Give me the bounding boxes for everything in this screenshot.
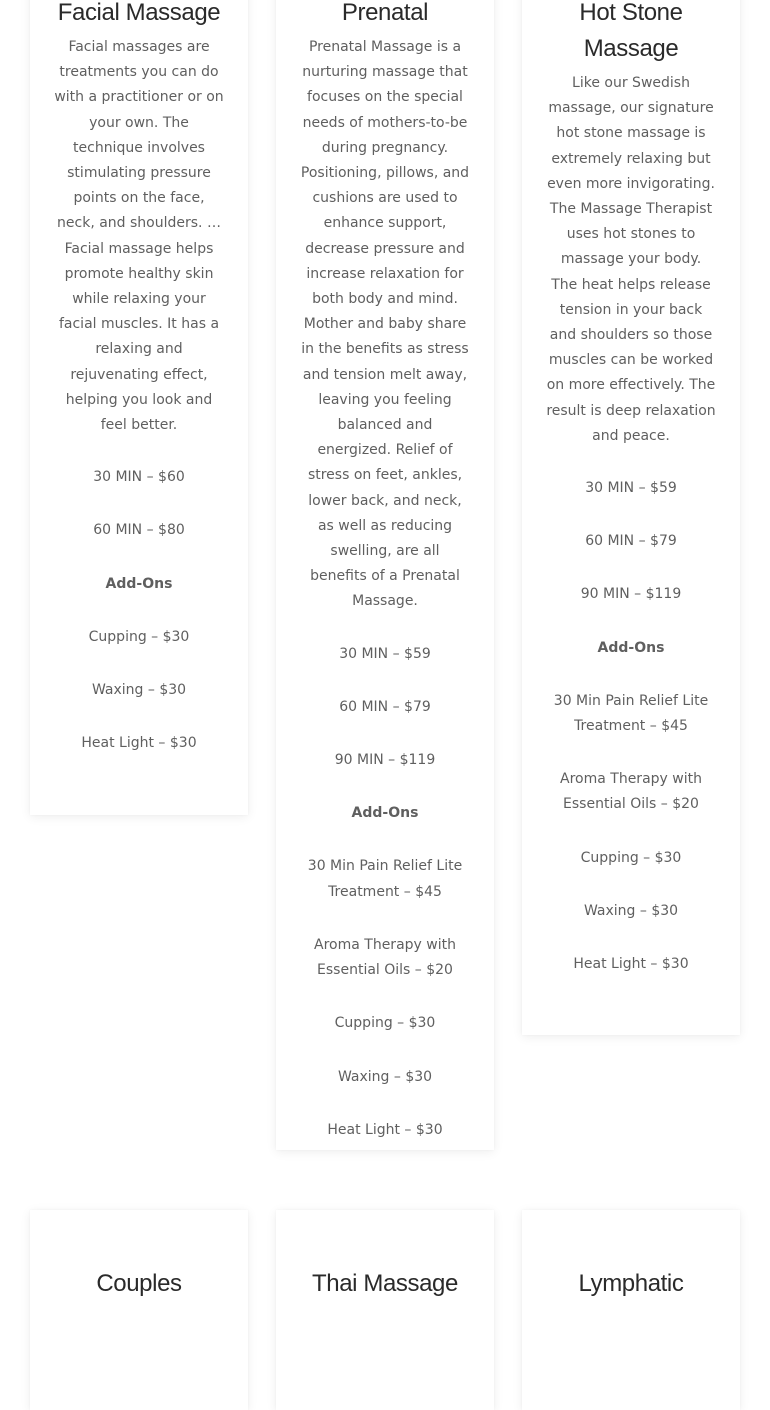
price-item: 30 MIN – $59	[585, 480, 677, 497]
addon-item: Heat Light – $30	[327, 1121, 443, 1138]
addon-item: Aroma Therapy with Essential Oils – $20	[560, 771, 702, 813]
card-title: Prenatal	[341, 0, 429, 26]
addons-heading: Add-Ons	[597, 639, 665, 656]
service-card-lymphatic	[522, 1210, 740, 1410]
service-card-thai-massage	[276, 1210, 494, 1410]
price-item: 60 MIN – $80	[93, 522, 185, 539]
price-item: 30 MIN – $60	[93, 469, 185, 486]
addon-item: Waxing – $30	[337, 1068, 433, 1085]
addon-item: Cupping – $30	[334, 1015, 436, 1032]
card-title: Hot Stone Massage	[579, 0, 683, 62]
price-item: 90 MIN – $119	[334, 752, 436, 769]
addon-item: Aroma Therapy with Essential Oils – $20	[314, 936, 456, 979]
card-description: Facial massages are treatments you can do with a practitioner or on your own. The technique involves stimulating pressure points on the face, neck, and shoulders. … Facial massage helps promote healthy skin while relaxing your facial muscles. It has a relaxing and rejuvenating effect, helping you look and feel better.	[54, 39, 224, 434]
price-item: 90 MIN – $119	[580, 586, 682, 603]
addon-item: Waxing – $30	[583, 902, 679, 919]
service-card-couples	[30, 1210, 248, 1410]
card-title: Couples	[96, 1270, 182, 1297]
addon-item: Heat Light – $30	[81, 735, 197, 752]
addons-heading: Add-Ons	[105, 575, 173, 592]
service-card-prenatal	[276, 0, 494, 1150]
price-item: 60 MIN – $79	[585, 533, 677, 550]
card-title: Facial Massage	[57, 0, 221, 26]
addon-item: Cupping – $30	[580, 849, 682, 866]
addon-item: Cupping – $30	[88, 628, 190, 645]
price-item: 60 MIN – $79	[339, 698, 431, 715]
service-card-facial-massage	[30, 0, 248, 815]
card-title: Lymphatic	[578, 1270, 684, 1297]
card-title: Thai Massage	[312, 1270, 458, 1297]
card-description: Prenatal Massage is a nurturing massage that focuses on the special needs of mothers-to-be during pregnancy. Positioning, pillows, and cushions are used to enhance support, decrease pressure and increase relaxation for both body and mind. Mother and baby share in the benefits as stress and tension melt away, leaving you feeling balanced and energized. Relief of stress on feet, ankles, lower back, and neck, as well as reducing swelling, are all benefits of a Prenatal Massage.	[300, 39, 470, 610]
addon-item: 30 Min Pain Relief Lite Treatment – $45	[553, 692, 709, 735]
addon-item: Waxing – $30	[91, 682, 187, 699]
service-card-hot-stone-massage	[522, 0, 740, 1035]
addon-item: 30 Min Pain Relief Lite Treatment – $45	[307, 858, 463, 900]
price-item: 30 MIN – $59	[339, 645, 431, 662]
card-description: Like our Swedish massage, our signature hot stone massage is extremely relaxing but even more invigorating. The Massage Therapist uses hot stones to massage your body. The heat helps release tension in your back and shoulders so those muscles can be worked on more effectively. The result is deep relaxation and peace.	[546, 75, 716, 444]
addon-item: Heat Light – $30	[573, 956, 689, 973]
addons-heading: Add-Ons	[351, 805, 419, 822]
